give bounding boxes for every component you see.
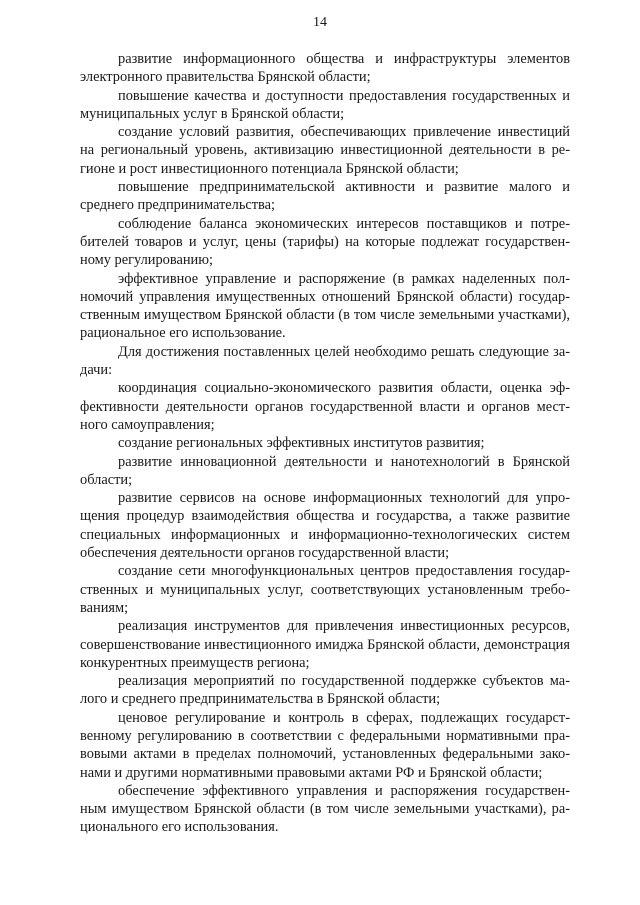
paragraph-goal-public-services: повышение качества и доступности предоставления государственных и муниципальных услуг в Брянской области; <box>80 87 570 122</box>
paragraph-goal-investment: создание условий развития, обеспечивающих привлечение инвестиций на региональный уровень, активизацию инвестиционной деятельности в регионе и рост инвестиционного потенциала Брянской области; <box>80 124 570 177</box>
paragraph-goal-property: эффективное управление и распоряжение (в рамках наделенных полномочий управления имущественных отношений Брянской области) государственным имуществом Брянской области (в том числе земельными участками), рациональное его использование. <box>80 270 570 342</box>
paragraph-goal-tariffs: соблюдение баланса экономических интересов поставщиков и потребителей товаров и услуг, цены (тарифы) на которые подлежат государственному регулированию; <box>80 215 570 269</box>
paragraph-task-institutes: создание региональных эффективных институтов развития; <box>118 435 485 452</box>
paragraph-task-innovation: развитие инновационной деятельности и нанотехнологий в Брянской области; <box>80 453 570 488</box>
paragraph-task-mfc: создание сети многофункциональных центров предоставления государственных и муниципальных услуг, соответствующих установленным требованиям; <box>80 563 570 616</box>
document-body <box>80 50 570 837</box>
page-number: 14 <box>313 15 327 30</box>
paragraph-task-sme-support: реализация мероприятий по государственной поддержке субъектов малого и среднего предпринимательства в Брянской области; <box>80 673 570 708</box>
paragraph-goal-information-society: развитие информационного общества и инфраструктуры элементов электронного правительства Брянской области; <box>80 51 570 86</box>
paragraph-task-price-regulation: ценовое регулирование и контроль в сферах, подлежащих государственному регулированию в соответствии с федеральными нормативными правовыми актами в пределах полномочий, установленных федеральными законами и другими нормативными правовыми актами РФ и Брянской области; <box>80 709 570 781</box>
paragraph-task-coordination: координация социально-экономического развития области, оценка эффективности деятельности органов государственной власти и органов местного самоуправления; <box>80 380 570 433</box>
paragraph-task-property-management: обеспечение эффективного управления и распоряжения государственным имуществом Брянской области (в том числе земельными участками), рационального его использования. <box>80 782 570 836</box>
paragraph-task-it-services: развитие сервисов на основе информационных технологий для упрощения процедур взаимодействия общества и государства, а также развитие специальных информационных и информационно-технологических систем обеспечения деятельности органов государственной власти; <box>80 490 570 562</box>
paragraph-tasks-intro: Для достижения поставленных целей необходимо решать следующие задачи: <box>80 343 570 379</box>
paragraph-goal-entrepreneurship: повышение предпринимательской активности и развитие малого и среднего предпринимательства; <box>80 179 570 214</box>
paragraph-task-investment-tools: реализация инструментов для привлечения инвестиционных ресурсов, совершенствование инвестиционного имиджа Брянской области, демонстрация конкурентных преимуществ региона; <box>80 618 570 671</box>
